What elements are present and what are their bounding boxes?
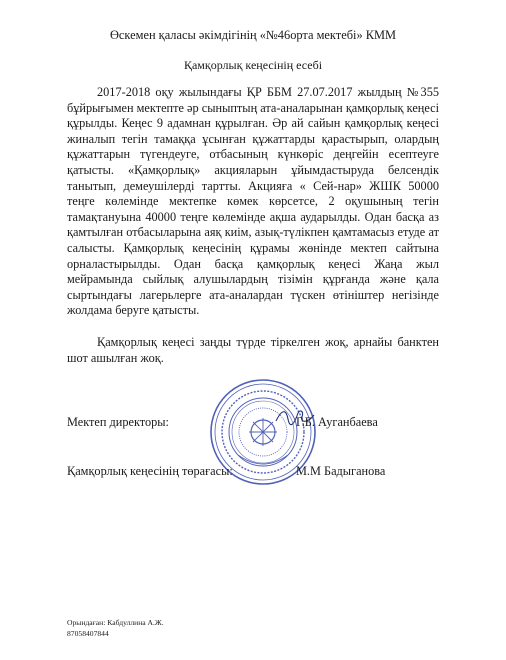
director-label: Мектеп директоры: xyxy=(67,415,169,429)
executor-line: Орындаған: Кабдуллина А.Ж. xyxy=(67,618,164,627)
document-body xyxy=(67,85,439,366)
chairman-label: Қамқорлық кеңесінің төрағасы: xyxy=(67,464,233,478)
director-name: Г.Б. Ауганбаева xyxy=(296,415,378,429)
document-subtitle: Қамқорлық кеңесінің есебі xyxy=(183,58,323,72)
body-paragraph-1: 2017-2018 оқу жылындағы ҚР ББМ 27.07.2017 жылдың №355 бұйрығымен мектепте әр сыныптың ата-аналарынан қамқорлық кеңесі құрылды. Кеңес 9 адамнан құрылған. Әр ай сайын қамқорлық кеңесі жиналып тегін тамаққа ұсынған құжаттарды қарастырып, олардың құжаттарын түгендеуге, отбасының күнкөріс деңгейін есептеуге қатысты. «Қамқорлық» акцияларын ұйымдастыруда белсендік танытып, демеушілерді тартты. Акцияға « Сей-нар» ЖШК 50000 теңге көлемінде мектепке көмек көрсетсе, 2 оқушының тегін тамақтануына 40000 теңге көлемінде ақша аударылды. Одан басқа аз қамтылған отбасыларына аяқ киім, азық-түлікпен қамтамасыз етуде ат салысты. Қамқорлық кеңесінің құрамы жөнінде мектеп сайтына орналастырылды. Одан басқа қамқорлық кеңесі Жаңа жыл мейрамында сыйлық алушылардың тізімін құрғанда және қала сыртындағы лагерьлерге ата-аналардан түскен өтініштер негізінде жолдама беруге қатысты. xyxy=(67,85,439,318)
chairman-name: М.М Бадыганова xyxy=(296,464,386,478)
document-header: Өскемен қаласы әкімдігінің «№46орта мектебі» КММ xyxy=(109,28,397,42)
executor-phone: 87058407844 xyxy=(67,629,109,638)
body-paragraph-2: Қамқорлық кеңесі заңды түрде тіркелген жоқ, арнайы банктен шот ашылған жоқ. xyxy=(67,334,439,365)
document-footer xyxy=(67,617,164,639)
